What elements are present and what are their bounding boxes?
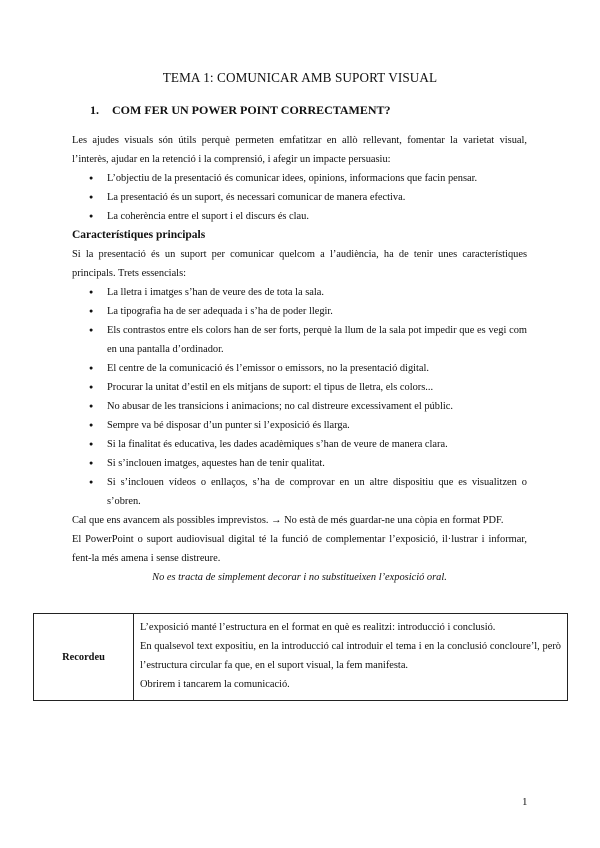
remember-label: Recordeu — [34, 614, 134, 701]
list-item: ● La coherència entre el suport i el discurs és clau. — [72, 207, 527, 226]
list-item: ● Els contrastos entre els colors han de ser forts, perquè la llum de la sala pot impedir que es vegi com en una pantalla d’ordinador. — [72, 321, 527, 359]
list-item: ● Si s’inclouen vídeos o enllaços, s’ha de comprovar en un altre dispositiu que es visualitzen o s’obren. — [72, 473, 527, 511]
page-title: TEMA 1: COMUNICAR AMB SUPORT VISUAL — [162, 70, 438, 85]
list-item: ● La presentació és un suport, és necessari comunicar de manera efectiva. — [72, 188, 527, 207]
section-number: 1. — [90, 103, 99, 117]
section-title: COM FER UN POWER POINT CORRECTAMENT? — [112, 103, 391, 117]
page-number: 1 — [522, 796, 528, 808]
remember-line: Obrirem i tancarem la comunicació. — [140, 679, 290, 690]
section-heading — [90, 101, 391, 120]
body-text — [72, 131, 527, 587]
function-paragraph: El PowerPoint o suport audiovisual digital té la funció de complementar l’exposició, il·lustrar i informar, fent-la més amena i sense distreure. — [72, 534, 527, 564]
list-item: ● No abusar de les transicions i animacions; no cal distreure excessivament el públic. — [72, 397, 527, 416]
list-item: ● La tipografia ha de ser adequada i s’ha de poder llegir. — [72, 302, 527, 321]
features-intro-paragraph: Si la presentació és un suport per comunicar quelcom a l’audiència, ha de tenir unes característiques principals. Trets essencials: — [72, 249, 527, 279]
list-item: ● L’objectiu de la presentació és comunicar idees, opinions, informacions que facin pensar. — [72, 169, 527, 188]
subheading-characteristics: Característiques principals — [72, 229, 206, 241]
remember-box — [33, 613, 568, 701]
list-item: ● El centre de la comunicació és l’emissor o emissors, no la presentació digital. — [72, 359, 527, 378]
list-item: ● Sempre va bé disposar d’un punter si l’exposició és llarga. — [72, 416, 527, 435]
list-item: ● Si la finalitat és educativa, les dades acadèmiques s’han de veure de manera clara. — [72, 435, 527, 454]
list-item: ● La lletra i imatges s’han de veure des de tota la sala. — [72, 283, 527, 302]
list-item: ● Si s’inclouen imatges, aquestes han de tenir qualitat. — [72, 454, 527, 473]
pdf-paragraph: Cal que ens avancem als possibles imprevistos. → No està de més guardar-ne una còpia en format PDF. — [72, 515, 504, 526]
intro-paragraph: Les ajudes visuals són útils perquè permeten emfatitzar en allò rellevant, fomentar la varietat visual, l’interès, ajudar en la retenció i la comprensió, i afegir un impacte persuasiu: — [72, 135, 527, 165]
remember-content — [134, 614, 568, 701]
italic-note: No es tracta de simplement decorar i no substitueixen l’exposició oral. — [152, 572, 447, 583]
remember-line: L’exposició manté l’estructura en el format en què es realitzi: introducció i conclusió. — [140, 622, 496, 633]
features-bullet-list — [72, 283, 527, 511]
list-item: ● Procurar la unitat d’estil en els mitjans de suport: el tipus de lletra, els colors... — [72, 378, 527, 397]
intro-bullet-list — [72, 169, 527, 226]
remember-line: En qualsevol text expositiu, en la introducció cal introduir el tema i en la conclusió concloure’l, però l’estructura circular fa que, en el suport visual, la fem manifesta. — [140, 641, 561, 671]
